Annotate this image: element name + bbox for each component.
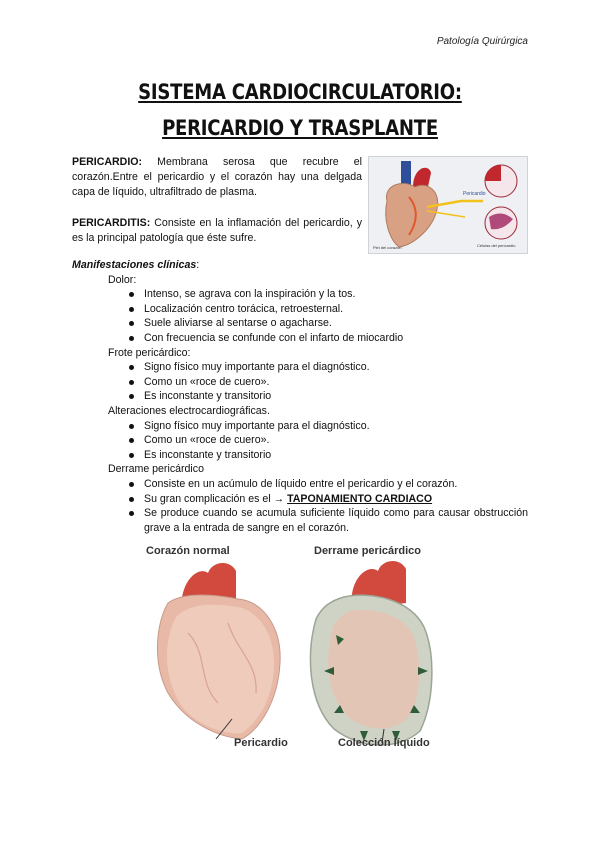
group-title-frote: Frote pericárdico: (108, 346, 191, 359)
list-item: Intenso, se agrava con la inspiración y la tos. (72, 287, 528, 302)
heart-comparison-svg (138, 543, 438, 757)
list-item: Como un «roce de cuero». (72, 375, 528, 390)
list-item: Como un «roce de cuero». (72, 433, 528, 448)
label-pericardio: Pericardio (234, 737, 288, 749)
pericarditis-text: Consiste en la inflamación del pericardio, y es la principal patología que éste sufre. (72, 217, 362, 244)
header-note: Patología Quirúrgica (436, 36, 528, 47)
normal-heart-inner (167, 605, 274, 734)
list-item: Es inconstante y transitorio (72, 448, 528, 463)
list-item: Es inconstante y transitorio (72, 389, 528, 404)
page-title: SISTEMA CARDIOCIRCULATORIO: PERICARDIO Y TRASPLANTE (138, 80, 462, 140)
manifestaciones-heading: Manifestaciones clínicas: (72, 259, 200, 271)
pericarditis-definition (72, 216, 362, 246)
list-frote (72, 360, 528, 404)
label-derrame-pericardico: Derrame pericárdico (314, 545, 421, 557)
list-item: Se produce cuando se acumula suficiente líquido como para causar obstrucción grave a la entrada de sangre en el corazón. (72, 506, 528, 535)
group-title-derrame: Derrame pericárdico (108, 463, 204, 476)
list-item: Con frecuencia se confunde con el infarto de miocardio (72, 331, 528, 346)
list-item: Signo físico muy importante para el diagnóstico. (72, 360, 528, 375)
pericardio-definition (72, 155, 362, 200)
normal-heart (157, 563, 280, 739)
list-dolor (72, 287, 528, 345)
label-coleccion-liquido: Colección líquido (338, 737, 430, 749)
fig1-label-cells: Células del pericardio (477, 243, 516, 248)
list-alteraciones (72, 419, 528, 463)
list-item: Suele aliviarse al sentarse o agacharse. (72, 316, 528, 331)
intro-text (72, 155, 362, 262)
pericardium-illustration-svg (369, 157, 527, 253)
pericardio-term: PERICARDIO: (72, 156, 143, 168)
label-corazon-normal: Corazón normal (146, 545, 230, 557)
list-item: Signo físico muy importante para el diagnóstico. (72, 419, 528, 434)
pericardio-text: Membrana serosa que recubre el corazón.Entre el pericardio y el corazón hay una delgada capa de líquido, ultrafiltrado de plasma. (72, 156, 362, 198)
manifestaciones-section (72, 258, 528, 535)
list-item-complicacion: Su gran complicación es el → TAPONAMIENTO CARDIACO (72, 492, 528, 507)
effusion-heart (310, 561, 431, 745)
taponamiento-cardiaco: TAPONAMIENTO CARDIACO (287, 492, 433, 505)
group-title-alteraciones: Alteraciones electrocardiográficas. (108, 404, 270, 417)
pericardium-illustration (368, 156, 528, 254)
fig1-label-piel: Piel del corazón (373, 245, 402, 250)
fig1-label-pericardio: Pericardio (463, 191, 486, 197)
pericarditis-term: PERICARDITIS: (72, 217, 151, 229)
list-derrame (72, 477, 528, 535)
group-title-dolor: Dolor: (108, 273, 137, 286)
list-item: Consiste en un acúmulo de líquido entre el pericardio y el corazón. (72, 477, 528, 492)
list-item: Localización centro torácica, retroesternal. (72, 302, 528, 317)
heart-comparison-illustration (138, 543, 438, 757)
